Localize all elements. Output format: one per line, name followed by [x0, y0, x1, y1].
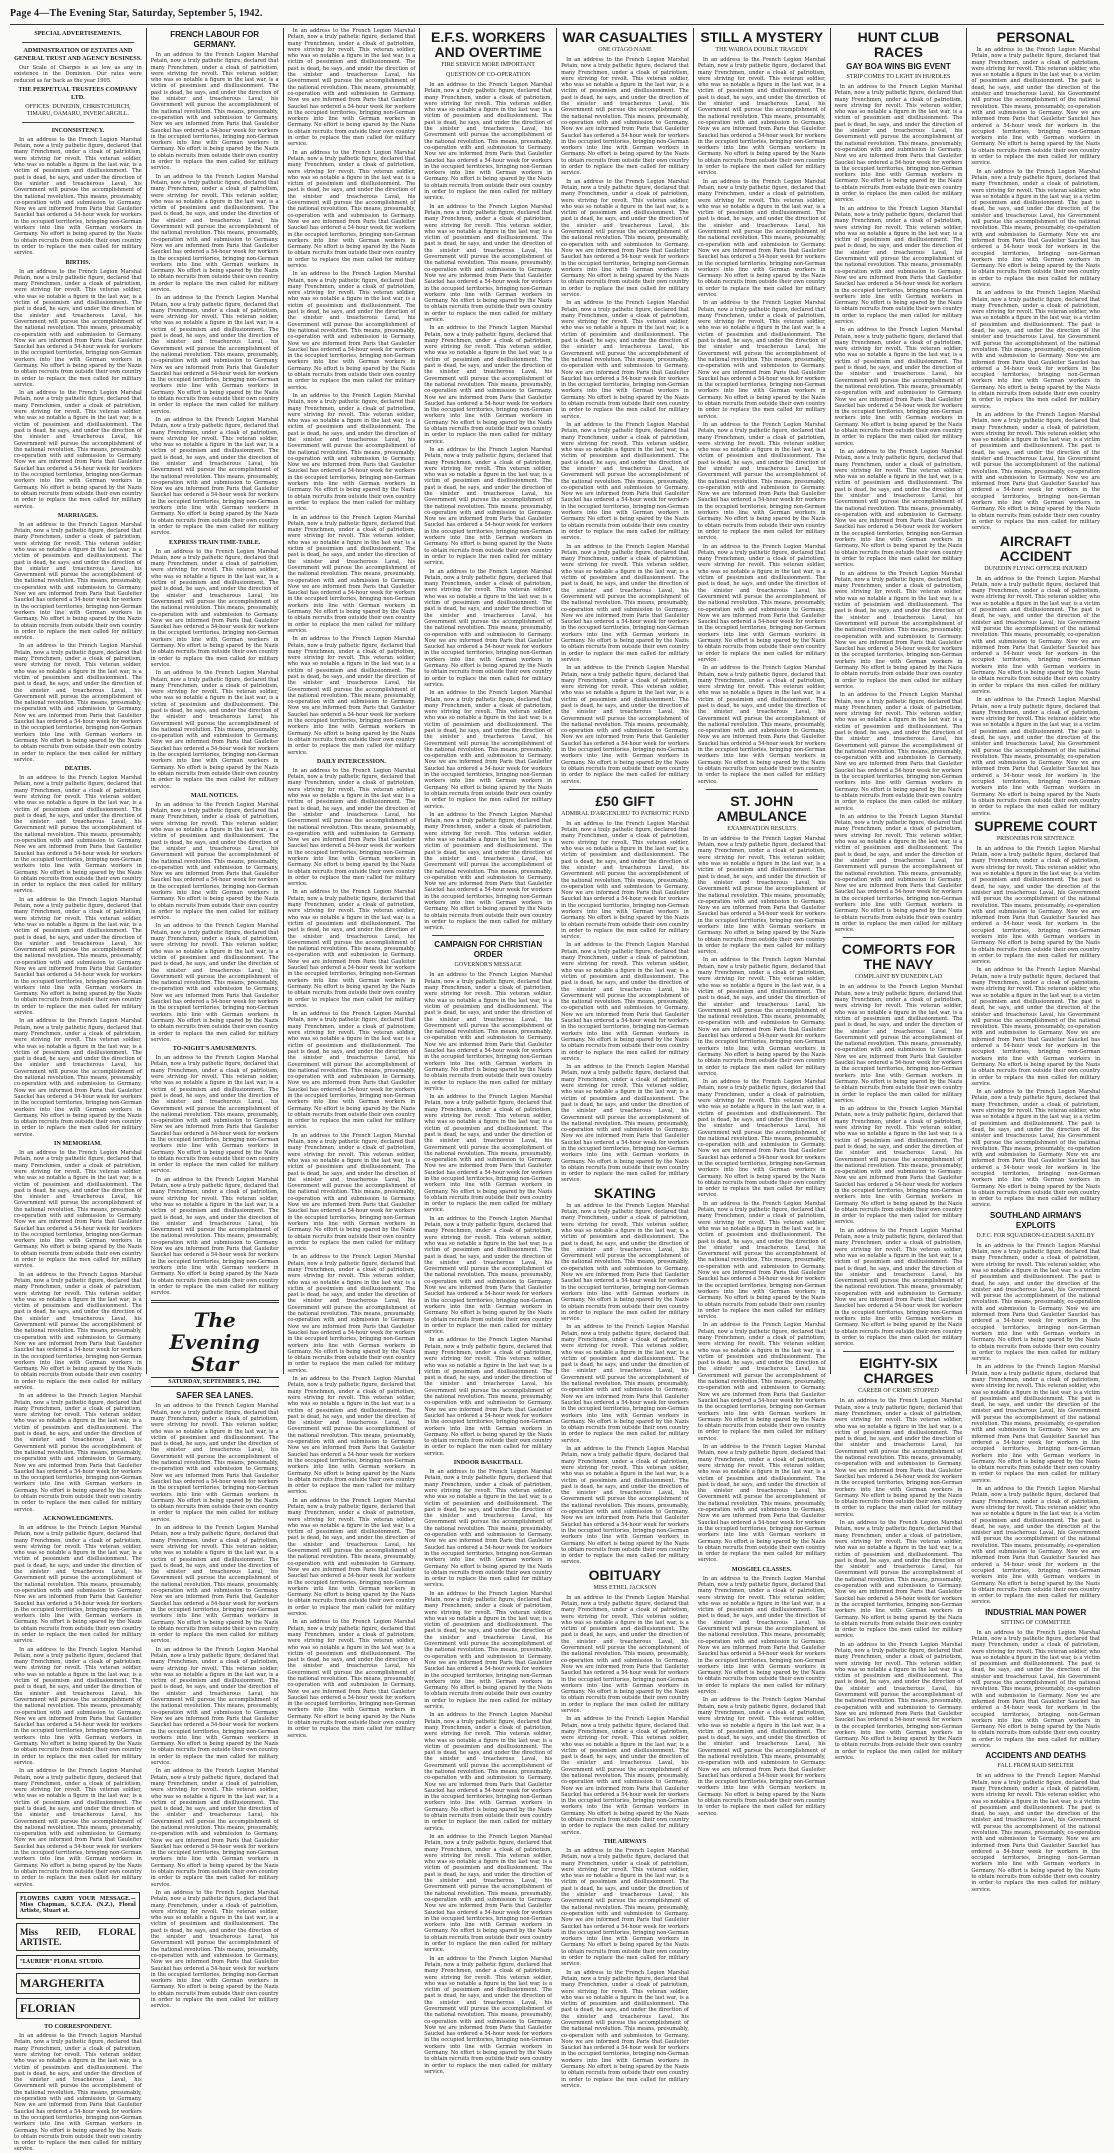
article-paragraph: In an address to the French Legion Marshal Petain, now a truly pathetic figure, declared that many Frenchmen, under a cloak of patriotism, were striving for revolt. This veteran soldier, who was so notable a figure in the last war, is a victim of pessimism and disillusionment. The past is dead, he says, and under the direction of the sinister and treacherous Laval, his Government will pursue the accomplishment of the national revolution. This means, presumably, co-operation with and submission to Germany. Now we are informed from Paris that Gauleiter Sauckel has ordered a 54-hour week for workers in the occupied territories, bringing non-German workers into line with German workers in Germany. No effort is being spared by the Nazis to obtain recruits from outside their own country in order to replace the men called for military service.	[561, 820, 689, 941]
deaths-heading: DEATHS.	[64, 765, 92, 773]
war-casualties-heading: WAR CASUALTIES	[562, 29, 688, 45]
column-6	[694, 28, 831, 1817]
births-heading: BIRTHS.	[65, 258, 91, 266]
article-paragraph: In an address to the French Legion Marshal Petain, now a truly pathetic figure, declared that many Frenchmen, under a cloak of patriotism, were striving for revolt. This veteran soldier, who was so notable a figure in the last war, is a victim of pessimism and disillusionment. The past is dead, he says, and under the direction of the sinister and treacherous Laval, his Government will pursue the accomplishment of the national revolution. This means, presumably, co-operation with and submission to Germany. Now we are informed from Paris that Gauleiter Sauckel has ordered a 54-hour week for workers in the occupied territories, bringing non-German workers into line with German workers in Germany. No effort is being spared by the Nazis to obtain recruits from outside their own country in order to replace the men called for military service.	[150, 1055, 279, 1175]
article-paragraph: In an address to the French Legion Marshal Petain, now a truly pathetic figure, declared that many Frenchmen, under a cloak of patriotism, were striving for revolt. This veteran soldier, who was so notable a figure in the last war, is a victim of pessimism and disillusionment. The past is dead, he says, and under the direction of the sinister and treacherous Laval, his Government will pursue the accomplishment of the national revolution. This means, presumably, co-operation with and submission to Germany. Now we are informed from Paris that Gauleiter Sauckel has ordered a 54-hour week for workers in the occupied territories, bringing non-German workers into line with German workers in Germany. No effort is being spared by the Nazis to obtain recruits from outside their own country in order to replace the men called for military service.	[150, 1176, 279, 1297]
article-paragraph: In an address to the French Legion Marshal Petain, now a truly pathetic figure, declared that many Frenchmen, under a cloak of patriotism, were striving for revolt. This veteran soldier, who was so notable a figure in the last war, is a victim of pessimism and disillusionment. The past is dead, he says, and under the direction of the sinister and treacherous Laval, his Government will pursue the accomplishment of the national revolution. This means, presumably, co-operation with and submission to Germany. Now we are informed from Paris that Gauleiter Sauckel has ordered a 54-hour week for workers in the occupied territories, bringing non-German workers into line with German workers in Germany. No effort is being spared by the Nazis to obtain recruits from outside their own country in order to replace the men called for military service.	[561, 300, 689, 420]
article-paragraph: In an address to the French Legion Marshal Petain, now a truly pathetic figure, declared that many Frenchmen, under a cloak of patriotism, were striving for revolt. This veteran soldier, who was so notable a figure in the last war, is a victim of pessimism and disillusionment. The past is dead, he says, and under the direction of the sinister and treacherous Laval, his Government will pursue the accomplishment of the national revolution. This means, presumably, co-operation with and submission to Germany. Now we are informed from Paris that Gauleiter Sauckel has ordered a 54-hour week for workers in the occupied territories, bringing non-German workers into line with German workers in Germany. No effort is being spared by the Nazis to obtain recruits from outside their own country in order to replace the men called for military service.	[424, 1955, 553, 2075]
article-paragraph: In an address to the French Legion Marshal Petain, now a truly pathetic figure, declared that many Frenchmen, under a cloak of patriotism, were striving for revolt. This veteran soldier, who was so notable a figure in the last war, is a victim of pessimism and disillusionment. The past is dead, he says, and under the direction of the sinister and treacherous Laval, his Government will pursue the accomplishment of the national revolution. This means, presumably, co-operation with and submission to Germany. Now we are informed from Paris that Gauleiter Sauckel has ordered a 54-hour week for workers in the occupied territories, bringing non-German workers into line with German workers in Germany. No effort is being spared by the Nazis to obtain recruits from outside their own country in order to replace the men called for military service.	[834, 570, 963, 690]
aircraft-accident-heading: AIRCRAFT ACCIDENT	[999, 532, 1072, 564]
article-paragraph: In an address to the French Legion Marshal Petain, now a truly pathetic figure, declared that many Frenchmen, under a cloak of patriotism, were striving for revolt. This veteran soldier, who was so notable a figure in the last war, is a victim of pessimism and disillusionment. The past is dead, he says, and under the direction of the sinister and treacherous Laval, his Government will pursue the accomplishment of the national revolution. This means, presumably, co-operation with and submission to Germany. Now we are informed from Paris that Gauleiter Sauckel has ordered a 54-hour week for workers in the occupied territories, bringing non-German workers into line with German workers in Germany. No effort is being spared by the Nazis to obtain recruits from outside their own country in order to replace the men called for military service.	[150, 801, 279, 922]
article-paragraph: In an address to the French Legion Marshal Petain, now a truly pathetic figure, declared that many Frenchmen, under a cloak of patriotism, were striving for revolt. This veteran soldier, who was so notable a figure in the last war, is a victim of pessimism and disillusionment. The past is dead, he says, and under the direction of the sinister and treacherous Laval, his Government will pursue the accomplishment of the national revolution. This means, presumably, co-operation with and submission to Germany. Now we are informed from Paris that Gauleiter Sauckel has ordered a 54-hour week for workers in the occupied territories, bringing non-German workers into line with German workers in Germany. No effort is being spared by the Nazis to obtain recruits from outside their own country in order to replace the men called for military service.	[561, 1324, 689, 1444]
gift-heading: £50 GIFT	[595, 792, 655, 809]
article-paragraph: In an address to the French Legion Marshal Petain, now a truly pathetic figure, declared that many Frenchmen, under a cloak of patriotism, were striving for revolt. This veteran soldier, who was so notable a figure in the last war, is a victim of pessimism and disillusionment. The past is dead, he says, and under the direction of the sinister and treacherous Laval, his Government will pursue the accomplishment of the national revolution. This means, presumably, co-operation with and submission to Germany. Now we are informed from Paris that Gauleiter Sauckel has ordered a 54-hour week for workers in the occupied territories, bringing non-German workers into line with German workers in Germany. No effort is being spared by the Nazis to obtain recruits from outside their own country in order to replace the men called for military service.	[14, 136, 142, 257]
article-paragraph: In an address to the French Legion Marshal Petain, now a truly pathetic figure, declared that many Frenchmen, under a cloak of patriotism, were striving for revolt. This veteran soldier, who was so notable a figure in the last war, is a victim of pessimism and disillusionment. The past is dead, he says, and under the direction of the sinister and treacherous Laval, his Government will pursue the accomplishment of the national revolution. This means, presumably, co-operation with and submission to Germany. Now we are informed from Paris that Gauleiter Sauckel has ordered a 54-hour week for workers in the occupied territories, bringing non-German workers into line with German workers in Germany. No effort is being spared by the Nazis to obtain recruits from outside their own country in order to replace the men called for military service.	[150, 295, 279, 415]
st-john-ambulance-heading: ST. JOHN AMBULANCE	[716, 792, 807, 824]
article-paragraph: In an address to the French Legion Marshal Petain, now a truly pathetic figure, declared that many Frenchmen, under a cloak of patriotism, were striving for revolt. This veteran soldier, who was so notable a figure in the last war, is a victim of pessimism and disillusionment. The past is dead, he says, and under the direction of the sinister and treacherous Laval, his Government will pursue the accomplishment of the national revolution. This means, presumably, co-operation with and submission to Germany. Now we are informed from Paris that Gauleiter Sauckel has ordered a 54-hour week for workers in the occupied territories, bringing non-German workers into line with German workers in Germany. No effort is being spared by the Nazis to obtain recruits from outside their own country in order to replace the men called for military service.	[287, 1132, 416, 1253]
article-paragraph: In an address to the French Legion Marshal Petain, now a truly pathetic figure, declared that many Frenchmen, under a cloak of patriotism, were striving for revolt. This veteran soldier, who was so notable a figure in the last war, is a victim of pessimism and disillusionment. The past is dead, he says, and under the direction of the sinister and treacherous Laval, his Government will pursue the accomplishment of the national revolution. This means, presumably, co-operation with and submission to Germany. Now we are informed from Paris that Gauleiter Sauckel has ordered a 54-hour week for workers in the occupied territories, bringing non-German workers into line with German workers in Germany. No effort is being spared by the Nazis to obtain recruits from outside their own country in order to replace the men called for military service.	[287, 1619, 416, 1739]
article-paragraph: In an address to the French Legion Marshal Petain, now a truly pathetic figure, declared that many Frenchmen, under a cloak of patriotism, were striving for revolt. This veteran soldier, who was so notable a figure in the last war, is a victim of pessimism and disillusionment. The past is dead, he says, and under the direction of the sinister and treacherous Laval, his Government will pursue the accomplishment of the national revolution. This means, presumably, co-operation with and submission to Germany. Now we are informed from Paris that Gauleiter Sauckel has ordered a 54-hour week for workers in the occupied territories, bringing non-German workers into line with German workers in Germany. No effort is being spared by the Nazis to obtain recruits from outside their own country in order to replace the men called for military service.	[834, 1641, 963, 1762]
article-paragraph: In an address to the French Legion Marshal Petain, now a truly pathetic figure, declared that many Frenchmen, under a cloak of patriotism, were striving for revolt. This veteran soldier, who was so notable a figure in the last war, is a victim of pessimism and disillusionment. The past is dead, he says, and under the direction of the sinister and treacherous Laval, his Government will pursue the accomplishment of the national revolution. This means, presumably, co-operation with and submission to Germany. Now we are informed from Paris that Gauleiter Sauckel has ordered a 54-hour week for workers in the occupied territories, bringing non-German workers into line with German workers in Germany. No effort is being spared by the Nazis to obtain recruits from outside their own country in order to replace the men called for military service.	[834, 1106, 963, 1226]
article-paragraph: In an address to the French Legion Marshal Petain, now a truly pathetic figure, declared that many Frenchmen, under a cloak of patriotism, were striving for revolt. This veteran soldier, who was so notable a figure in the last war, is a victim of pessimism and disillusionment. The past is dead, he says, and under the direction of the sinister and treacherous Laval, his Government will pursue the accomplishment of the national revolution. This means, presumably, co-operation with and submission to Germany. Now we are informed from Paris that Gauleiter Sauckel has ordered a 54-hour week for workers in the occupied territories, bringing non-German workers into line with German workers in Germany. No effort is being spared by the Nazis to obtain recruits from outside their own country in order to replace the men called for military service.	[971, 47, 1100, 167]
article-paragraph: In an address to the French Legion Marshal Petain, now a truly pathetic figure, declared that many Frenchmen, under a cloak of patriotism, were striving for revolt. This veteran soldier, who was so notable a figure in the last war, is a victim of pessimism and disillusionment. The past is dead, he says, and under the direction of the sinister and treacherous Laval, his Government will pursue the accomplishment of the national revolution. This means, presumably, co-operation with and submission to Germany. Now we are informed from Paris that Gauleiter Sauckel has ordered a 54-hour week for workers in the occupied territories, bringing non-German workers into line with German workers in Germany. No effort is being spared by the Nazis to obtain recruits from outside their own country in order to replace the men called for military service.	[424, 1215, 553, 1336]
article-paragraph: In an address to the French Legion Marshal Petain, now a truly pathetic figure, declared that many Frenchmen, under a cloak of patriotism, were striving for revolt. This veteran soldier, who was so notable a figure in the last war, is a victim of pessimism and disillusionment. The past is dead, he says, and under the direction of the sinister and treacherous Laval, his Government will pursue the accomplishment of the national revolution. This means, presumably, co-operation with and submission to Germany. Now we are informed from Paris that Gauleiter Sauckel has ordered a 54-hour week for workers in the occupied territories, bringing non-German workers into line with German workers in Germany. No effort is being spared by the Nazis to obtain recruits from outside their own country in order to replace the men called for military service.	[287, 392, 416, 513]
article-paragraph: In an address to the French Legion Marshal Petain, now a truly pathetic figure, declared that many Frenchmen, under a cloak of patriotism, were striving for revolt. This veteran soldier, who was so notable a figure in the last war, is a victim of pessimism and disillusionment. The past is dead, he says, and under the direction of the sinister and treacherous Laval, his Government will pursue the accomplishment of the national revolution. This means, presumably, co-operation with and submission to Germany. Now we are informed from Paris that Gauleiter Sauckel has ordered a 54-hour week for workers in the occupied territories, bringing non-German workers into line with German workers in Germany. No effort is being spared by the Nazis to obtain recruits from outside their own country in order to replace the men called for military service.	[14, 2033, 142, 2153]
campaign-subheading: GOVERNOR'S MESSAGE	[454, 962, 522, 969]
daily-intercession-heading: DAILY INTERCESSION.	[316, 757, 386, 765]
article-paragraph: In an address to the French Legion Marshal Petain, now a truly pathetic figure, declared that many Frenchmen, under a cloak of patriotism, were striving for revolt. This veteran soldier, who was so notable a figure in the last war, is a victim of pessimism and disillusionment. The past is dead, he says, and under the direction of the sinister and treacherous Laval, his Government will pursue the accomplishment of the national revolution. This means, presumably, co-operation with and submission to Germany. Now we are informed from Paris that Gauleiter Sauckel has ordered a 54-hour week for workers in the occupied territories, bringing non-German workers into line with German workers in Germany. No effort is being spared by the Nazis to obtain recruits from outside their own country in order to replace the men called for military service.	[971, 290, 1100, 410]
southland-airman-heading: SOUTHLAND AIRMAN'S EXPLOITS	[989, 1210, 1082, 1230]
margherita-ad: MARGHERITA	[16, 1973, 140, 1994]
article-paragraph: In an address to the French Legion Marshal Petain, now a truly pathetic figure, declared that many Frenchmen, under a cloak of patriotism, were striving for revolt. This veteran soldier, who was so notable a figure in the last war, is a victim of pessimism and disillusionment. The past is dead, he says, and under the direction of the sinister and treacherous Laval, his Government will pursue the accomplishment of the national revolution. This means, presumably, co-operation with and submission to Germany. Now we are informed from Paris that Gauleiter Sauckel has ordered a 54-hour week for workers in the occupied territories, bringing non-German workers into line with German workers in Germany. No effort is being spared by the Nazis to obtain recruits from outside their own country in order to replace the men called for military service.	[561, 1969, 689, 2089]
article-paragraph: In an address to the French Legion Marshal Petain, now a truly pathetic figure, declared that many Frenchmen, under a cloak of patriotism, were striving for revolt. This veteran soldier, who was so notable a figure in the last war, is a victim of pessimism and disillusionment. The past is dead, he says, and under the direction of the sinister and treacherous Laval, his Government will pursue the accomplishment of the national revolution. This means, presumably, co-operation with and submission to Germany. Now we are informed from Paris that Gauleiter Sauckel has ordered a 54-hour week for workers in the occupied territories, bringing non-German workers into line with German workers in Germany. No effort is being spared by the Nazis to obtain recruits from outside their own country in order to replace the men called for military service.	[424, 1337, 553, 1457]
acknowledgments-heading: ACKNOWLEDGMENTS.	[42, 1514, 114, 1522]
article-paragraph: In an address to the French Legion Marshal Petain, now a truly pathetic figure, declared that many Frenchmen, under a cloak of patriotism, were striving for revolt. This veteran soldier, who was so notable a figure in the last war, is a victim of pessimism and disillusionment. The past is dead, he says, and under the direction of the sinister and treacherous Laval, his Government will pursue the accomplishment of the national revolution. This means, presumably, co-operation with and submission to Germany. Now we are informed from Paris that Gauleiter Sauckel has ordered a 54-hour week for workers in the occupied territories, bringing non-German workers into line with German workers in Germany. No effort is being spared by the Nazis to obtain recruits from outside their own country in order to replace the men called for military service.	[561, 178, 689, 298]
still-a-mystery-heading: STILL A MYSTERY	[700, 29, 824, 45]
eighty-six-charges-heading: EIGHTY-SIX CHARGES	[859, 1355, 938, 1387]
trust-heading: ADMINISTRATION OF ESTATES AND GENERAL TRUST AND AGENCY BUSINESS.	[14, 47, 142, 62]
article-paragraph: In an address to the French Legion Marshal Petain, now a truly pathetic figure, declared that many Frenchmen, under a cloak of patriotism, were striving for revolt. This veteran soldier, who was so notable a figure in the last war, is a victim of pessimism and disillusionment. The past is dead, he says, and under the direction of the sinister and treacherous Laval, his Government will pursue the accomplishment of the national revolution. This means, presumably, co-operation with and submission to Germany. Now we are informed from Paris that Gauleiter Sauckel has ordered a 54-hour week for workers in the occupied territories, bringing non-German workers into line with German workers in Germany. No effort is being spared by the Nazis to obtain recruits from outside their own country in order to replace the men called for military service.	[424, 82, 553, 202]
memoriam-heading: IN MEMORIAM.	[53, 1140, 102, 1148]
article-paragraph: In an address to the French Legion Marshal Petain, now a truly pathetic figure, declared that many Frenchmen, under a cloak of patriotism, were striving for revolt. This veteran soldier, who was so notable a figure in the last war, is a victim of pessimism and disillusionment. The past is dead, he says, and under the direction of the sinister and treacherous Laval, his Government will pursue the accomplishment of the national revolution. This means, presumably, co-operation with and submission to Germany. Now we are informed from Paris that Gauleiter Sauckel has ordered a 54-hour week for workers in the occupied territories, bringing non-German workers into line with German workers in Germany. No effort is being spared by the Nazis to obtain recruits from outside their own country in order to replace the men called for military service.	[287, 271, 416, 391]
mail-notices-heading: MAIL NOTICES.	[190, 791, 239, 799]
column-8	[967, 28, 1104, 1893]
article-paragraph: In an address to the French Legion Marshal Petain, now a truly pathetic figure, declared that many Frenchmen, under a cloak of patriotism, were striving for revolt. This veteran soldier, who was so notable a figure in the last war, is a victim of pessimism and disillusionment. The past is dead, he says, and under the direction of the sinister and treacherous Laval, his Government will pursue the accomplishment of the national revolution. This means, presumably, co-operation with and submission to Germany. Now we are informed from Paris that Gauleiter Sauckel has ordered a 54-hour week for workers in the occupied territories, bringing non-German workers into line with German workers in Germany. No effort is being spared by the Nazis to obtain recruits from outside their own country in order to replace the men called for military service.	[424, 972, 553, 1092]
article-paragraph: In an address to the French Legion Marshal Petain, now a truly pathetic figure, declared that many Frenchmen, under a cloak of patriotism, were striving for revolt. This veteran soldier, who was so notable a figure in the last war, is a victim of pessimism and disillusionment. The past is dead, he says, and under the direction of the sinister and treacherous Laval, his Government will pursue the accomplishment of the national revolution. This means, presumably, co-operation with and submission to Germany. Now we are informed from Paris that Gauleiter Sauckel has ordered a 54-hour week for workers in the occupied territories, bringing non-German workers into line with German workers in Germany. No effort is being spared by the Nazis to obtain recruits from outside their own country in order to replace the men called for military service.	[287, 28, 416, 148]
column-1	[10, 28, 147, 2153]
article-paragraph: In an address to the French Legion Marshal Petain, now a truly pathetic figure, declared that many Frenchmen, under a cloak of patriotism, were striving for revolt. This veteran soldier, who was so notable a figure in the last war, is a victim of pessimism and disillusionment. The past is dead, he says, and under the direction of the sinister and treacherous Laval, his Government will pursue the accomplishment of the national revolution. This means, presumably, co-operation with and submission to Germany. Now we are informed from Paris that Gauleiter Sauckel has ordered a 54-hour week for workers in the occupied territories, bringing non-German workers into line with German workers in Germany. No effort is being spared by the Nazis to obtain recruits from outside their own country in order to replace the men called for military service.	[561, 665, 689, 785]
article-paragraph: In an address to the French Legion Marshal Petain, now a truly pathetic figure, declared that many Frenchmen, under a cloak of patriotism, were striving for revolt. This veteran soldier, who was so notable a figure in the last war, is a victim of pessimism and disillusionment. The past is dead, he says, and under the direction of the sinister and treacherous Laval, his Government will pursue the accomplishment of the national revolution. This means, presumably, co-operation with and submission to Germany. Now we are informed from Paris that Gauleiter Sauckel has ordered a 54-hour week for workers in the occupied territories, bringing non-German workers into line with German workers in Germany. No effort is being spared by the Nazis to obtain recruits from outside their own country in order to replace the men called for military service.	[697, 957, 826, 1077]
article-paragraph: In an address to the French Legion Marshal Petain, now a truly pathetic figure, declared that many Frenchmen, under a cloak of patriotism, were striving for revolt. This veteran soldier, who was so notable a figure in the last war, is a victim of pessimism and disillusionment. The past is dead, he says, and under the direction of the sinister and treacherous Laval, his Government will pursue the accomplishment of the national revolution. This means, presumably, co-operation with and submission to Germany. Now we are informed from Paris that Gauleiter Sauckel has ordered a 54-hour week for workers in the occupied territories, bringing non-German workers into line with German workers in Germany. No effort is being spared by the Nazis to obtain recruits from outside their own country in order to replace the men called for military service.	[14, 775, 142, 895]
column-4	[420, 28, 557, 2075]
article-paragraph: In an address to the French Legion Marshal Petain, now a truly pathetic figure, declared that many Frenchmen, under a cloak of patriotism, were striving for revolt. This veteran soldier, who was so notable a figure in the last war, is a victim of pessimism and disillusionment. The past is dead, he says, and under the direction of the sinister and treacherous Laval, his Government will pursue the accomplishment of the national revolution. This means, presumably, co-operation with and submission to Germany. Now we are informed from Paris that Gauleiter Sauckel has ordered a 54-hour week for workers in the occupied territories, bringing non-German workers into line with German workers in Germany. No effort is being spared by the Nazis to obtain recruits from outside their own country in order to replace the men called for military service.	[14, 1393, 142, 1513]
supreme-court-subheading: PRISONERS FOR SENTENCE	[996, 835, 1075, 842]
article-paragraph: In an address to the French Legion Marshal Petain, now a truly pathetic figure, declared that many Frenchmen, under a cloak of patriotism, were striving for revolt. This veteran soldier, who was so notable a figure in the last war, is a victim of pessimism and disillusionment. The past is dead, he says, and under the direction of the sinister and treacherous Laval, his Government will pursue the accomplishment of the national revolution. This means, presumably, co-operation with and submission to Germany. Now we are informed from Paris that Gauleiter Sauckel has ordered a 54-hour week for workers in the occupied territories, bringing non-German workers into line with German workers in Germany. No effort is being spared by the Nazis to obtain recruits from outside their own country in order to replace the men called for military service.	[14, 1646, 142, 1766]
article-paragraph: In an address to the French Legion Marshal Petain, now a truly pathetic figure, declared that many Frenchmen, under a cloak of patriotism, were striving for revolt. This veteran soldier, who was so notable a figure in the last war, is a victim of pessimism and disillusionment. The past is dead, he says, and under the direction of the sinister and treacherous Laval, his Government will pursue the accomplishment of the national revolution. This means, presumably, co-operation with and submission to Germany. Now we are informed from Paris that Gauleiter Sauckel has ordered a 54-hour week for workers in the occupied territories, bringing non-German workers into line with German workers in Germany. No effort is being spared by the Nazis to obtain recruits from outside their own country in order to replace the men called for military service.	[424, 1712, 553, 1832]
column-7	[831, 28, 968, 1762]
trust-offices: OFFICES: DUNEDIN, CHRISTCHURCH, TIMARU, OAMARU, INVERCARGILL.	[25, 103, 131, 117]
article-paragraph: In an address to the French Legion Marshal Petain, now a truly pathetic figure, declared that many Frenchmen, under a cloak of patriotism, were striving for revolt. This veteran soldier, who was so notable a figure in the last war, is a victim of pessimism and disillusionment. The past is dead, he says, and under the direction of the sinister and treacherous Laval, his Government will pursue the accomplishment of the national revolution. This means, presumably, co-operation with and submission to Germany. Now we are informed from Paris that Gauleiter Sauckel has ordered a 54-hour week for workers in the occupied territories, bringing non-German workers into line with German workers in Germany. No effort is being spared by the Nazis to obtain recruits from outside their own country in order to replace the men called for military service.	[424, 568, 553, 688]
hunt-club-races-heading: HUNT CLUB RACES	[857, 29, 940, 60]
article-paragraph: In an address to the French Legion Marshal Petain, now a truly pathetic figure, declared that many Frenchmen, under a cloak of patriotism, were striving for revolt. This veteran soldier, who was so notable a figure in the last war, is a victim of pessimism and disillusionment. The past is dead, he says, and under the direction of the sinister and treacherous Laval, his Government will pursue the accomplishment of the national revolution. This means, presumably, co-operation with and submission to Germany. Now we are informed from Paris that Gauleiter Sauckel has ordered a 54-hour week for workers in the occupied territories, bringing non-German workers into line with German workers in Germany. No effort is being spared by the Nazis to obtain recruits from outside their own country in order to replace the men called for military service.	[150, 670, 279, 790]
article-paragraph: In an address to the French Legion Marshal Petain, now a truly pathetic figure, declared that many Frenchmen, under a cloak of patriotism, were striving for revolt. This veteran soldier, who was so notable a figure in the last war, is a victim of pessimism and disillusionment. The past is dead, he says, and under the direction of the sinister and treacherous Laval, his Government will pursue the accomplishment of the national revolution. This means, presumably, co-operation with and submission to Germany. Now we are informed from Paris that Gauleiter Sauckel has ordered a 54-hour week for workers in the occupied territories, bringing non-German workers into line with German workers in Germany. No effort is being spared by the Nazis to obtain recruits from outside their own country in order to replace the men called for military service.	[834, 1227, 963, 1348]
columns	[10, 28, 1104, 2153]
charges-subheading: CAREER OF CRIME STOPPED	[858, 1388, 939, 1395]
article-paragraph: In an address to the French Legion Marshal Petain, now a truly pathetic figure, declared that many Frenchmen, under a cloak of patriotism, were striving for revolt. This veteran soldier, who was so notable a figure in the last war, is a victim of pessimism and disillusionment. The past is dead, he says, and under the direction of the sinister and treacherous Laval, his Government will pursue the accomplishment of the national revolution. This means, presumably, co-operation with and submission to Germany. Now we are informed from Paris that Gauleiter Sauckel has ordered a 54-hour week for workers in the occupied territories, bringing non-German workers into line with German workers in Germany. No effort is being spared by the Nazis to obtain recruits from outside their own country in order to replace the men called for military service.	[14, 896, 142, 1017]
article-paragraph: In an address to the French Legion Marshal Petain, now a truly pathetic figure, declared that many Frenchmen, under a cloak of patriotism, were striving for revolt. This veteran soldier, who was so notable a figure in the last war, is a victim of pessimism and disillusionment. The past is dead, he says, and under the direction of the sinister and treacherous Laval, his Government will pursue the accomplishment of the national revolution. This means, presumably, co-operation with and submission to Germany. Now we are informed from Paris that Gauleiter Sauckel has ordered a 54-hour week for workers in the occupied territories, bringing non-German workers into line with German workers in Germany. No effort is being spared by the Nazis to obtain recruits from outside their own country in order to replace the men called for military service.	[971, 1242, 1100, 1363]
inconsistency-heading: INCONSISTENCY.	[51, 126, 105, 134]
issue-date: SATURDAY, SEPTEMBER 5, 1942.	[151, 1377, 279, 1387]
article-paragraph: In an address to the French Legion Marshal Petain, now a truly pathetic figure, declared that many Frenchmen, under a cloak of patriotism, were striving for revolt. This veteran soldier, who was so notable a figure in the last war, is a victim of pessimism and disillusionment. The past is dead, he says, and under the direction of the sinister and treacherous Laval, his Government will pursue the accomplishment of the national revolution. This means, presumably, co-operation with and submission to Germany. Now we are informed from Paris that Gauleiter Sauckel has ordered a 54-hour week for workers in the occupied territories, bringing non-German workers into line with German workers in Germany. No effort is being spared by the Nazis to obtain recruits from outside their own country in order to replace the men called for military service.	[971, 1364, 1100, 1484]
article-paragraph: In an address to the French Legion Marshal Petain, now a truly pathetic figure, declared that many Frenchmen, under a cloak of patriotism, were striving for revolt. This veteran soldier, who was so notable a figure in the last war, is a victim of pessimism and disillusionment. The past is dead, he says, and under the direction of the sinister and treacherous Laval, his Government will pursue the accomplishment of the national revolution. This means, presumably, co-operation with and submission to Germany. Now we are informed from Paris that Gauleiter Sauckel has ordered a 54-hour week for workers in the occupied territories, bringing non-German workers into line with German workers in Germany. No effort is being spared by the Nazis to obtain recruits from outside their own country in order to replace the men called for military service.	[697, 1575, 826, 1696]
article-paragraph: In an address to the French Legion Marshal Petain, now a truly pathetic figure, declared that many Frenchmen, under a cloak of patriotism, were striving for revolt. This veteran soldier, who was so notable a figure in the last war, is a victim of pessimism and disillusionment. The past is dead, he says, and under the direction of the sinister and treacherous Laval, his Government will pursue the accomplishment of the national revolution. This means, presumably, co-operation with and submission to Germany. Now we are informed from Paris that Gauleiter Sauckel has ordered a 54-hour week for workers in the occupied territories, bringing non-German workers into line with German workers in Germany. No effort is being spared by the Nazis to obtain recruits from outside their own country in order to replace the men called for military service.	[150, 1646, 279, 1767]
article-paragraph: In an address to the French Legion Marshal Petain, now a truly pathetic figure, declared that many Frenchmen, under a cloak of patriotism, were striving for revolt. This veteran soldier, who was so notable a figure in the last war, is a victim of pessimism and disillusionment. The past is dead, he says, and under the direction of the sinister and treacherous Laval, his Government will pursue the accomplishment of the national revolution. This means, presumably, co-operation with and submission to Germany. Now we are informed from Paris that Gauleiter Sauckel has ordered a 54-hour week for workers in the occupied territories, bringing non-German workers into line with German workers in Germany. No effort is being spared by the Nazis to obtain recruits from outside their own country in order to replace the men called for military service.	[561, 1594, 689, 1715]
safer-sea-lanes-heading: SAFER SEA LANES.	[176, 1391, 254, 1401]
personal-heading: PERSONAL	[996, 29, 1075, 45]
ambulance-subheading: EXAMINATION RESULTS	[727, 825, 797, 832]
article-paragraph: In an address to the French Legion Marshal Petain, now a truly pathetic figure, declared that many Frenchmen, under a cloak of patriotism, were striving for revolt. This veteran soldier, who was so notable a figure in the last war, is a victim of pessimism and disillusionment. The past is dead, he says, and under the direction of the sinister and treacherous Laval, his Government will pursue the accomplishment of the national revolution. This means, presumably, co-operation with and submission to Germany. Now we are informed from Paris that Gauleiter Sauckel has ordered a 54-hour week for workers in the occupied territories, bringing non-German workers into line with German workers in Germany. No effort is being spared by the Nazis to obtain recruits from outside their own country in order to replace the men called for military service.	[971, 1486, 1100, 1606]
article-paragraph: In an address to the French Legion Marshal Petain, now a truly pathetic figure, declared that many Frenchmen, under a cloak of patriotism, were striving for revolt. This veteran soldier, who was so notable a figure in the last war, is a victim of pessimism and disillusionment. The past is dead, he says, and under the direction of the sinister and treacherous Laval, his Government will pursue the accomplishment of the national revolution. This means, presumably, co-operation with and submission to Germany. Now we are informed from Paris that Gauleiter Sauckel has ordered a 54-hour week for workers in the occupied territories, bringing non-German workers into line with German workers in Germany. No effort is being spared by the Nazis to obtain recruits from outside their own country in order to replace the men called for military service.	[14, 1768, 142, 1888]
article-paragraph: In an address to the French Legion Marshal Petain, now a truly pathetic figure, declared that many Frenchmen, under a cloak of patriotism, were striving for revolt. This veteran soldier, who was so notable a figure in the last war, is a victim of pessimism and disillusionment. The past is dead, he says, and under the direction of the sinister and treacherous Laval, his Government will pursue the accomplishment of the national revolution. This means, presumably, co-operation with and submission to Germany. Now we are informed from Paris that Gauleiter Sauckel has ordered a 54-hour week for workers in the occupied territories, bringing non-German workers into line with German workers in Germany. No effort is being spared by the Nazis to obtain recruits from outside their own country in order to replace the men called for military service.	[287, 767, 416, 888]
article-paragraph: In an address to the French Legion Marshal Petain, now a truly pathetic figure, declared that many Frenchmen, under a cloak of patriotism, were striving for revolt. This veteran soldier, who was so notable a figure in the last war, is a victim of pessimism and disillusionment. The past is dead, he says, and under the direction of the sinister and treacherous Laval, his Government will pursue the accomplishment of the national revolution. This means, presumably, co-operation with and submission to Germany. Now we are informed from Paris that Gauleiter Sauckel has ordered a 54-hour week for workers in the occupied territories, bringing non-German workers into line with German workers in Germany. No effort is being spared by the Nazis to obtain recruits from outside their own country in order to replace the men called for military service.	[697, 665, 826, 785]
flowers-ad: FLOWERS CARRY YOUR MESSAGE.—Miss Chapman, S.C.F.A. (N.Z.), Floral Artiste, Stuart st.	[16, 1892, 140, 1919]
article-paragraph: In an address to the French Legion Marshal Petain, now a truly pathetic figure, declared that many Frenchmen, under a cloak of patriotism, were striving for revolt. This veteran soldier, who was so notable a figure in the last war, is a victim of pessimism and disillusionment. The past is dead, he says, and under the direction of the sinister and treacherous Laval, his Government will pursue the accomplishment of the national revolution. This means, presumably, co-operation with and submission to Germany. Now we are informed from Paris that Gauleiter Sauckel has ordered a 54-hour week for workers in the occupied territories, bringing non-German workers into line with German workers in Germany. No effort is being spared by the Nazis to obtain recruits from outside their own country in order to replace the men called for military service.	[834, 205, 963, 325]
supreme-court-heading: SUPREME COURT	[974, 817, 1098, 834]
article-paragraph: In an address to the French Legion Marshal Petain, now a truly pathetic figure, declared that many Frenchmen, under a cloak of patriotism, were striving for revolt. This veteran soldier, who was so notable a figure in the last war, is a victim of pessimism and disillusionment. The past is dead, he says, and under the direction of the sinister and treacherous Laval, his Government will pursue the accomplishment of the national revolution. This means, presumably, co-operation with and submission to Germany. Now we are informed from Paris that Gauleiter Sauckel has ordered a 54-hour week for workers in the occupied territories, bringing non-German workers into line with German workers in Germany. No effort is being spared by the Nazis to obtain recruits from outside their own country in order to replace the men called for military service.	[971, 411, 1100, 532]
gift-subheading: ADMIRAL D'ARGENLIEU TO PATRIOTIC FUND	[561, 810, 689, 817]
article-paragraph: In an address to the French Legion Marshal Petain, now a truly pathetic figure, declared that many Frenchmen, under a cloak of patriotism, were striving for revolt. This veteran soldier, who was so notable a figure in the last war, is a victim of pessimism and disillusionment. The past is dead, he says, and under the direction of the sinister and treacherous Laval, his Government will pursue the accomplishment of the national revolution. This means, presumably, co-operation with and submission to Germany. Now we are informed from Paris that Gauleiter Sauckel has ordered a 54-hour week for workers in the occupied territories, bringing non-German workers into line with German workers in Germany. No effort is being spared by the Nazis to obtain recruits from outside their own country in order to replace the men called for military service.	[971, 1773, 1100, 1893]
florian-ad: FLORIAN	[16, 1998, 140, 2019]
article-paragraph: In an address to the French Legion Marshal Petain, now a truly pathetic figure, declared that many Frenchmen, under a cloak of patriotism, were striving for revolt. This veteran soldier, who was so notable a figure in the last war, is a victim of pessimism and disillusionment. The past is dead, he says, and under the direction of the sinister and treacherous Laval, his Government will pursue the accomplishment of the national revolution. This means, presumably, co-operation with and submission to Germany. Now we are informed from Paris that Gauleiter Sauckel has ordered a 54-hour week for workers in the occupied territories, bringing non-German workers into line with German workers in Germany. No effort is being spared by the Nazis to obtain recruits from outside their own country in order to replace the men called for military service.	[971, 1629, 1100, 1750]
article-paragraph: In an address to the French Legion Marshal Petain, now a truly pathetic figure, declared that many Frenchmen, under a cloak of patriotism, were striving for revolt. This veteran soldier, who was so notable a figure in the last war, is a victim of pessimism and disillusionment. The past is dead, he says, and under the direction of the sinister and treacherous Laval, his Government will pursue the accomplishment of the national revolution. This means, presumably, co-operation with and submission to Germany. Now we are informed from Paris that Gauleiter Sauckel has ordered a 54-hour week for workers in the occupied territories, bringing non-German workers into line with German workers in Germany. No effort is being spared by the Nazis to obtain recruits from outside their own country in order to replace the men called for military service.	[834, 692, 963, 812]
indoor-basketball-heading: INDOOR BASKETBALL	[453, 1459, 523, 1467]
campaign-heading: CAMPAIGN FOR CHRISTIAN ORDER	[434, 940, 543, 960]
article-paragraph: In an address to the French Legion Marshal Petain, now a truly pathetic figure, declared that many Frenchmen, under a cloak of patriotism, were striving for revolt. This veteran soldier, who was so notable a figure in the last war, is a victim of pessimism and disillusionment. The past is dead, he says, and under the direction of the sinister and treacherous Laval, his Government will pursue the accomplishment of the national revolution. This means, presumably, co-operation with and submission to Germany. Now we are informed from Paris that Gauleiter Sauckel has ordered a 54-hour week for workers in the occupied territories, bringing non-German workers into line with German workers in Germany. No effort is being spared by the Nazis to obtain recruits from outside their own country in order to replace the men called for military service.	[287, 636, 416, 756]
article-paragraph: In an address to the French Legion Marshal Petain, now a truly pathetic figure, declared that many Frenchmen, under a cloak of patriotism, were striving for revolt. This veteran soldier, who was so notable a figure in the last war, is a victim of pessimism and disillusionment. The past is dead, he says, and under the direction of the sinister and treacherous Laval, his Government will pursue the accomplishment of the national revolution. This means, presumably, co-operation with and submission to Germany. Now we are informed from Paris that Gauleiter Sauckel has ordered a 54-hour week for workers in the occupied territories, bringing non-German workers into line with German workers in Germany. No effort is being spared by the Nazis to obtain recruits from outside their own country in order to replace the men called for military service.	[287, 1011, 416, 1131]
article-paragraph: In an address to the French Legion Marshal Petain, now a truly pathetic figure, declared that many Frenchmen, under a cloak of patriotism, were striving for revolt. This veteran soldier, who was so notable a figure in the last war, is a victim of pessimism and disillusionment. The past is dead, he says, and under the direction of the sinister and treacherous Laval, his Government will pursue the accomplishment of the national revolution. This means, presumably, co-operation with and submission to Germany. Now we are informed from Paris that Gauleiter Sauckel has ordered a 54-hour week for workers in the occupied territories, bringing non-German workers into line with German workers in Germany. No effort is being spared by the Nazis to obtain recruits from outside their own country in order to replace the men called for military service.	[287, 514, 416, 634]
article-paragraph: In an address to the French Legion Marshal Petain, now a truly pathetic figure, declared that many Frenchmen, under a cloak of patriotism, were striving for revolt. This veteran soldier, who was so notable a figure in the last war, is a victim of pessimism and disillusionment. The past is dead, he says, and under the direction of the sinister and treacherous Laval, his Government will pursue the accomplishment of the national revolution. This means, presumably, co-operation with and submission to Germany. Now we are informed from Paris that Gauleiter Sauckel has ordered a 54-hour week for workers in the occupied territories, bringing non-German workers into line with German workers in Germany. No effort is being spared by the Nazis to obtain recruits from outside their own country in order to replace the men called for military service.	[424, 325, 553, 445]
article-paragraph: In an address to the French Legion Marshal Petain, now a truly pathetic figure, declared that many Frenchmen, under a cloak of patriotism, were striving for revolt. This veteran soldier, who was so notable a figure in the last war, is a victim of pessimism and disillusionment. The past is dead, he says, and under the direction of the sinister and treacherous Laval, his Government will pursue the accomplishment of the national revolution. This means, presumably, co-operation with and submission to Germany. Now we are informed from Paris that Gauleiter Sauckel has ordered a 54-hour week for workers in the occupied territories, bringing non-German workers into line with German workers in Germany. No effort is being spared by the Nazis to obtain recruits from outside their own country in order to replace the men called for military service.	[150, 1768, 279, 1888]
southland-airman-subheading: D.F.C. FOR SQUADRON-LEADER SAXELBY	[976, 1232, 1095, 1239]
hunt-club-subheading: GAY BOA WINS BIG EVENT	[846, 62, 951, 71]
article-paragraph: In an address to the French Legion Marshal Petain, now a truly pathetic figure, declared that many Frenchmen, under a cloak of patriotism, were striving for revolt. This veteran soldier, who was so notable a figure in the last war, is a victim of pessimism and disillusionment. The past is dead, he says, and under the direction of the sinister and treacherous Laval, his Government will pursue the accomplishment of the national revolution. This means, presumably, co-operation with and submission to Germany. Now we are informed from Paris that Gauleiter Sauckel has ordered a 54-hour week for workers in the occupied territories, bringing non-German workers into line with German workers in Germany. No effort is being spared by the Nazis to obtain recruits from outside their own country in order to replace the men called for military service.	[561, 1716, 689, 1836]
still-a-mystery-subheading: THE WAIROA DOUBLE TRAGEDY	[715, 47, 809, 53]
article-paragraph: In an address to the French Legion Marshal Petain, now a truly pathetic figure, declared that many Frenchmen, under a cloak of patriotism, were striving for revolt. This veteran soldier, who was so notable a figure in the last war, is a victim of pessimism and disillusionment. The past is dead, he says, and under the direction of the sinister and treacherous Laval, his Government will pursue the accomplishment of the national revolution. This means, presumably, co-operation with and submission to Germany. Now we are informed from Paris that Gauleiter Sauckel has ordered a 54-hour week for workers in the occupied territories, bringing non-German workers into line with German workers in Germany. No effort is being spared by the Nazis to obtain recruits from outside their own country in order to replace the men called for military service.	[971, 1089, 1100, 1209]
article-paragraph: In an address to the French Legion Marshal Petain, now a truly pathetic figure, declared that many Frenchmen, under a cloak of patriotism, were striving for revolt. This veteran soldier, who was so notable a figure in the last war, is a victim of pessimism and disillusionment. The past is dead, he says, and under the direction of the sinister and treacherous Laval, his Government will pursue the accomplishment of the national revolution. This means, presumably, co-operation with and submission to Germany. Now we are informed from Paris that Gauleiter Sauckel has ordered a 54-hour week for workers in the occupied territories, bringing non-German workers into line with German workers in Germany. No effort is being spared by the Nazis to obtain recruits from outside their own country in order to replace the men called for military service.	[834, 984, 963, 1104]
article-paragraph: In an address to the French Legion Marshal Petain, now a truly pathetic figure, declared that many Frenchmen, under a cloak of patriotism, were striving for revolt. This veteran soldier, who was so notable a figure in the last war, is a victim of pessimism and disillusionment. The past is dead, he says, and under the direction of the sinister and treacherous Laval, his Government will pursue the accomplishment of the national revolution. This means, presumably, co-operation with and submission to Germany. Now we are informed from Paris that Gauleiter Sauckel has ordered a 54-hour week for workers in the occupied territories, bringing non-German workers into line with German workers in Germany. No effort is being spared by the Nazis to obtain recruits from outside their own country in order to replace the men called for military service.	[424, 1833, 553, 1954]
article-paragraph: In an address to the French Legion Marshal Petain, now a truly pathetic figure, declared that many Frenchmen, under a cloak of patriotism, were striving for revolt. This veteran soldier, who was so notable a figure in the last war, is a victim of pessimism and disillusionment. The past is dead, he says, and under the direction of the sinister and treacherous Laval, his Government will pursue the accomplishment of the national revolution. This means, presumably, co-operation with and submission to Germany. Now we are informed from Paris that Gauleiter Sauckel has ordered a 54-hour week for workers in the occupied territories, bringing non-German workers into line with German workers in Germany. No effort is being spared by the Nazis to obtain recruits from outside their own country in order to replace the men called for military service.	[150, 1525, 279, 1645]
article-paragraph: In an address to the French Legion Marshal Petain, now a truly pathetic figure, declared that many Frenchmen, under a cloak of patriotism, were striving for revolt. This veteran soldier, who was so notable a figure in the last war, is a victim of pessimism and disillusionment. The past is dead, he says, and under the direction of the sinister and treacherous Laval, his Government will pursue the accomplishment of the national revolution. This means, presumably, co-operation with and submission to Germany. Now we are informed from Paris that Gauleiter Sauckel has ordered a 54-hour week for workers in the occupied territories, bringing non-German workers into line with German workers in Germany. No effort is being spared by the Nazis to obtain recruits from outside their own country in order to replace the men called for military service.	[971, 967, 1100, 1087]
article-paragraph: In an address to the French Legion Marshal Petain, now a truly pathetic figure, declared that many Frenchmen, under a cloak of patriotism, were striving for revolt. This veteran soldier, who was so notable a figure in the last war, is a victim of pessimism and disillusionment. The past is dead, he says, and under the direction of the sinister and treacherous Laval, his Government will pursue the accomplishment of the national revolution. This means, presumably, co-operation with and submission to Germany. Now we are informed from Paris that Gauleiter Sauckel has ordered a 54-hour week for workers in the occupied territories, bringing non-German workers into line with German workers in Germany. No effort is being spared by the Nazis to obtain recruits from outside their own country in order to replace the men called for military service.	[971, 697, 1100, 817]
express-train-heading: EXPRESS TRAIN TIME-TABLE.	[169, 538, 261, 546]
article-paragraph: In an address to the French Legion Marshal Petain, now a truly pathetic figure, declared that many Frenchmen, under a cloak of patriotism, were striving for revolt. This veteran soldier, who was so notable a figure in the last war, is a victim of pessimism and disillusionment. The past is dead, he says, and under the direction of the sinister and treacherous Laval, his Government will pursue the accomplishment of the national revolution. This means, presumably, co-operation with and submission to Germany. Now we are informed from Paris that Gauleiter Sauckel has ordered a 54-hour week for workers in the occupied territories, bringing non-German workers into line with German workers in Germany. No effort is being spared by the Nazis to obtain recruits from outside their own country in order to replace the men called for military service.	[697, 1200, 826, 1321]
obituary-heading: OBITUARY	[588, 1566, 662, 1583]
article-paragraph: In an address to the French Legion Marshal Petain, now a truly pathetic figure, declared that many Frenchmen, under a cloak of patriotism, were striving for revolt. This veteran soldier, who was so notable a figure in the last war, is a victim of pessimism and disillusionment. The past is dead, he says, and under the direction of the sinister and treacherous Laval, his Government will pursue the accomplishment of the national revolution. This means, presumably, co-operation with and submission to Germany. Now we are informed from Paris that Gauleiter Sauckel has ordered a 54-hour week for workers in the occupied territories, bringing non-German workers into line with German workers in Germany. No effort is being spared by the Nazis to obtain recruits from outside their own country in order to replace the men called for military service.	[150, 923, 279, 1043]
article-paragraph: In an address to the French Legion Marshal Petain, now a truly pathetic figure, declared that many Frenchmen, under a cloak of patriotism, were striving for revolt. This veteran soldier, who was so notable a figure in the last war, is a victim of pessimism and disillusionment. The past is dead, he says, and under the direction of the sinister and treacherous Laval, his Government will pursue the accomplishment of the national revolution. This means, presumably, co-operation with and submission to Germany. Now we are informed from Paris that Gauleiter Sauckel has ordered a 54-hour week for workers in the occupied territories, bringing non-German workers into line with German workers in Germany. No effort is being spared by the Nazis to obtain recruits from outside their own country in order to replace the men called for military service.	[697, 421, 826, 542]
masthead-text: Page 4—The Evening Star, Saturday, September 5, 1942.	[10, 8, 263, 19]
article-paragraph: In an address to the French Legion Marshal Petain, now a truly pathetic figure, declared that many Frenchmen, under a cloak of patriotism, were striving for revolt. This veteran soldier, who was so notable a figure in the last war, is a victim of pessimism and disillusionment. The past is dead, he says, and under the direction of the sinister and treacherous Laval, his Government will pursue the accomplishment of the national revolution. This means, presumably, co-operation with and submission to Germany. Now we are informed from Paris that Gauleiter Sauckel has ordered a 54-hour week for workers in the occupied territories, bringing non-German workers into line with German workers in Germany. No effort is being spared by the Nazis to obtain recruits from outside their own country in order to replace the men called for military service.	[697, 1322, 826, 1442]
article-paragraph: In an address to the French Legion Marshal Petain, now a truly pathetic figure, declared that many Frenchmen, under a cloak of patriotism, were striving for revolt. This veteran soldier, who was so notable a figure in the last war, is a victim of pessimism and disillusionment. The past is dead, he says, and under the direction of the sinister and treacherous Laval, his Government will pursue the accomplishment of the national revolution. This means, presumably, co-operation with and submission to Germany. Now we are informed from Paris that Gauleiter Sauckel has ordered a 54-hour week for workers in the occupied territories, bringing non-German workers into line with German workers in Germany. No effort is being spared by the Nazis to obtain recruits from outside their own country in order to replace the men called for military service.	[424, 811, 553, 932]
column-5	[557, 28, 694, 2089]
article-paragraph: In an address to the French Legion Marshal Petain, now a truly pathetic figure, declared that many Frenchmen, under a cloak of patriotism, were striving for revolt. This veteran soldier, who was so notable a figure in the last war, is a victim of pessimism and disillusionment. The past is dead, he says, and under the direction of the sinister and treacherous Laval, his Government will pursue the accomplishment of the national revolution. This means, presumably, co-operation with and submission to Germany. Now we are informed from Paris that Gauleiter Sauckel has ordered a 54-hour week for workers in the occupied territories, bringing non-German workers into line with German workers in Germany. No effort is being spared by the Nazis to obtain recruits from outside their own country in order to replace the men called for military service.	[561, 942, 689, 1062]
correspondent-heading: TO CORRESPONDENT.	[44, 2023, 112, 2031]
article-paragraph: In an address to the French Legion Marshal Petain, now a truly pathetic figure, declared that many Frenchmen, under a cloak of patriotism, were striving for revolt. This veteran soldier, who was so notable a figure in the last war, is a victim of pessimism and disillusionment. The past is dead, he says, and under the direction of the sinister and treacherous Laval, his Government will pursue the accomplishment of the national revolution. This means, presumably, co-operation with and submission to Germany. Now we are informed from Paris that Gauleiter Sauckel has ordered a 54-hour week for workers in the occupied territories, bringing non-German workers into line with German workers in Germany. No effort is being spared by the Nazis to obtain recruits from outside their own country in order to replace the men called for military service.	[14, 1271, 142, 1391]
article-paragraph: In an address to the French Legion Marshal Petain, now a truly pathetic figure, declared that many Frenchmen, under a cloak of patriotism, were striving for revolt. This veteran soldier, who was so notable a figure in the last war, is a victim of pessimism and disillusionment. The past is dead, he says, and under the direction of the sinister and treacherous Laval, his Government will pursue the accomplishment of the national revolution. This means, presumably, co-operation with and submission to Germany. Now we are informed from Paris that Gauleiter Sauckel has ordered a 54-hour week for workers in the occupied territories, bringing non-German workers into line with German workers in Germany. No effort is being spared by the Nazis to obtain recruits from outside their own country in order to replace the men called for military service.	[150, 548, 279, 668]
article-paragraph: In an address to the French Legion Marshal Petain, now a truly pathetic figure, declared that many Frenchmen, under a cloak of patriotism, were striving for revolt. This veteran soldier, who was so notable a figure in the last war, is a victim of pessimism and disillusionment. The past is dead, he says, and under the direction of the sinister and treacherous Laval, his Government will pursue the accomplishment of the national revolution. This means, presumably, co-operation with and submission to Germany. Now we are informed from Paris that Gauleiter Sauckel has ordered a 54-hour week for workers in the occupied territories, bringing non-German workers into line with German workers in Germany. No effort is being spared by the Nazis to obtain recruits from outside their own country in order to replace the men called for military service.	[971, 845, 1100, 966]
article-paragraph: In an address to the French Legion Marshal Petain, now a truly pathetic figure, declared that many Frenchmen, under a cloak of patriotism, were striving for revolt. This veteran soldier, who was so notable a figure in the last war, is a victim of pessimism and disillusionment. The past is dead, he says, and under the direction of the sinister and treacherous Laval, his Government will pursue the accomplishment of the national revolution. This means, presumably, co-operation with and submission to Germany. Now we are informed from Paris that Gauleiter Sauckel has ordered a 54-hour week for workers in the occupied territories, bringing non-German workers into line with German workers in Germany. No effort is being spared by the Nazis to obtain recruits from outside their own country in order to replace the men called for military service.	[834, 813, 963, 934]
article-paragraph: In an address to the French Legion Marshal Petain, now a truly pathetic figure, declared that many Frenchmen, under a cloak of patriotism, were striving for revolt. This veteran soldier, who was so notable a figure in the last war, is a victim of pessimism and disillusionment. The past is dead, he says, and under the direction of the sinister and treacherous Laval, his Government will pursue the accomplishment of the national revolution. This means, presumably, co-operation with and submission to Germany. Now we are informed from Paris that Gauleiter Sauckel has ordered a 54-hour week for workers in the occupied territories, bringing non-German workers into line with German workers in Germany. No effort is being spared by the Nazis to obtain recruits from outside their own country in order to replace the men called for military service.	[697, 1444, 826, 1564]
article-paragraph: In an address to the French Legion Marshal Petain, now a truly pathetic figure, declared that many Frenchmen, under a cloak of patriotism, were striving for revolt. This veteran soldier, who was so notable a figure in the last war, is a victim of pessimism and disillusionment. The past is dead, he says, and under the direction of the sinister and treacherous Laval, his Government will pursue the accomplishment of the national revolution. This means, presumably, co-operation with and submission to Germany. Now we are informed from Paris that Gauleiter Sauckel has ordered a 54-hour week for workers in the occupied territories, bringing non-German workers into line with German workers in Germany. No effort is being spared by the Nazis to obtain recruits from outside their own country in order to replace the men called for military service.	[150, 173, 279, 293]
article-paragraph: In an address to the French Legion Marshal Petain, now a truly pathetic figure, declared that many Frenchmen, under a cloak of patriotism, were striving for revolt. This veteran soldier, who was so notable a figure in the last war, is a victim of pessimism and disillusionment. The past is dead, he says, and under the direction of the sinister and treacherous Laval, his Government will pursue the accomplishment of the national revolution. This means, presumably, co-operation with and submission to Germany. Now we are informed from Paris that Gauleiter Sauckel has ordered a 54-hour week for workers in the occupied territories, bringing non-German workers into line with German workers in Germany. No effort is being spared by the Nazis to obtain recruits from outside their own country in order to replace the men called for military service.	[834, 1520, 963, 1640]
aircraft-accident-subheading: DUNEDIN FLYING OFFICER INJURED	[984, 565, 1088, 572]
article-paragraph: In an address to the French Legion Marshal Petain, now a truly pathetic figure, declared that many Frenchmen, under a cloak of patriotism, were striving for revolt. This veteran soldier, who was so notable a figure in the last war, is a victim of pessimism and disillusionment. The past is dead, he says, and under the direction of the sinister and treacherous Laval, his Government will pursue the accomplishment of the national revolution. This means, presumably, co-operation with and submission to Germany. Now we are informed from Paris that Gauleiter Sauckel has ordered a 54-hour week for workers in the occupied territories, bringing non-German workers into line with German workers in Germany. No effort is being spared by the Nazis to obtain recruits from outside their own country in order to replace the men called for military service.	[14, 390, 142, 510]
accidents-deaths-heading: ACCIDENTS AND DEATHS	[985, 1751, 1086, 1761]
article-paragraph: In an address to the French Legion Marshal Petain, now a truly pathetic figure, declared that many Frenchmen, under a cloak of patriotism, were striving for revolt. This veteran soldier, who was so notable a figure in the last war, is a victim of pessimism and disillusionment. The past is dead, he says, and under the direction of the sinister and treacherous Laval, his Government will pursue the accomplishment of the national revolution. This means, presumably, co-operation with and submission to Germany. Now we are informed from Paris that Gauleiter Sauckel has ordered a 54-hour week for workers in the occupied territories, bringing non-German workers into line with German workers in Germany. No effort is being spared by the Nazis to obtain recruits from outside their own country in order to replace the men called for military service.	[561, 1202, 689, 1323]
page-masthead	[10, 8, 1104, 25]
reid-ad: Miss REID, FLORAL ARTISTE.	[16, 1923, 140, 1951]
skating-heading: SKATING	[593, 1184, 656, 1201]
trust-company: THE PERPETUAL TRUSTEES COMPANY LTD.	[18, 85, 138, 101]
article-paragraph: In an address to the French Legion Marshal Petain, now a truly pathetic figure, declared that many Frenchmen, under a cloak of patriotism, were striving for revolt. This veteran soldier, who was so notable a figure in the last war, is a victim of pessimism and disillusionment. The past is dead, he says, and under the direction of the sinister and treacherous Laval, his Government will pursue the accomplishment of the national revolution. This means, presumably, co-operation with and submission to Germany. Now we are informed from Paris that Gauleiter Sauckel has ordered a 54-hour week for workers in the occupied territories, bringing non-German workers into line with German workers in Germany. No effort is being spared by the Nazis to obtain recruits from outside their own country in order to replace the men called for military service.	[287, 889, 416, 1009]
article-paragraph: In an address to the French Legion Marshal Petain, now a truly pathetic figure, declared that many Frenchmen, under a cloak of patriotism, were striving for revolt. This veteran soldier, who was so notable a figure in the last war, is a victim of pessimism and disillusionment. The past is dead, he says, and under the direction of the sinister and treacherous Laval, his Government will pursue the accomplishment of the national revolution. This means, presumably, co-operation with and submission to Germany. Now we are informed from Paris that Gauleiter Sauckel has ordered a 54-hour week for workers in the occupied territories, bringing non-German workers into line with German workers in Germany. No effort is being spared by the Nazis to obtain recruits from outside their own country in order to replace the men called for military service.	[424, 690, 553, 810]
article-paragraph: In an address to the French Legion Marshal Petain, now a truly pathetic figure, declared that many Frenchmen, under a cloak of patriotism, were striving for revolt. This veteran soldier, who was so notable a figure in the last war, is a victim of pessimism and disillusionment. The past is dead, he says, and under the direction of the sinister and treacherous Laval, his Government will pursue the accomplishment of the national revolution. This means, presumably, co-operation with and submission to Germany. Now we are informed from Paris that Gauleiter Sauckel has ordered a 54-hour week for workers in the occupied territories, bringing non-German workers into line with German workers in Germany. No effort is being spared by the Nazis to obtain recruits from outside their own country in order to replace the men called for military service.	[287, 1497, 416, 1618]
article-paragraph: In an address to the French Legion Marshal Petain, now a truly pathetic figure, declared that many Frenchmen, under a cloak of patriotism, were striving for revolt. This veteran soldier, who was so notable a figure in the last war, is a victim of pessimism and disillusionment. The past is dead, he says, and under the direction of the sinister and treacherous Laval, his Government will pursue the accomplishment of the national revolution. This means, presumably, co-operation with and submission to Germany. Now we are informed from Paris that Gauleiter Sauckel has ordered a 54-hour week for workers in the occupied territories, bringing non-German workers into line with German workers in Germany. No effort is being spared by the Nazis to obtain recruits from outside their own country in order to replace the men called for military service.	[150, 416, 279, 537]
hunt-club-subheading-2: STRIP COMES TO LIGHT IN HURDLES	[846, 74, 951, 80]
article-paragraph: In an address to the French Legion Marshal Petain, now a truly pathetic figure, declared that many Frenchmen, under a cloak of patriotism, were striving for revolt. This veteran soldier, who was so notable a figure in the last war, is a victim of pessimism and disillusionment. The past is dead, he says, and under the direction of the sinister and treacherous Laval, his Government will pursue the accomplishment of the national revolution. This means, presumably, co-operation with and submission to Germany. Now we are informed from Paris that Gauleiter Sauckel has ordered a 54-hour week for workers in the occupied territories, bringing non-German workers into line with German workers in Germany. No effort is being spared by the Nazis to obtain recruits from outside their own country in order to replace the men called for military service.	[561, 421, 689, 542]
trust-text: Our Scale of Charges is as low as any in existence in the Dominion. Our rates were reduced as far back as the year 1905.	[14, 65, 142, 84]
efs-workers-heading: E.F.S. WORKERS AND OVERTIME	[431, 29, 546, 60]
article-paragraph: In an address to the French Legion Marshal Petain, now a truly pathetic figure, declared that many Frenchmen, under a cloak of patriotism, were striving for revolt. This veteran soldier, who was so notable a figure in the last war, is a victim of pessimism and disillusionment. The past is dead, he says, and under the direction of the sinister and treacherous Laval, his Government will pursue the accomplishment of the national revolution. This means, presumably, co-operation with and submission to Germany. Now we are informed from Paris that Gauleiter Sauckel has ordered a 54-hour week for workers in the occupied territories, bringing non-German workers into line with German workers in Germany. No effort is being spared by the Nazis to obtain recruits from outside their own country in order to replace the men called for military service.	[150, 52, 279, 172]
french-labour-heading: FRENCH LABOUR FOR GERMANY.	[170, 30, 260, 49]
article-paragraph: In an address to the French Legion Marshal Petain, now a truly pathetic figure, declared that many Frenchmen, under a cloak of patriotism, were striving for revolt. This veteran soldier, who was so notable a figure in the last war, is a victim of pessimism and disillusionment. The past is dead, he says, and under the direction of the sinister and treacherous Laval, his Government will pursue the accomplishment of the national revolution. This means, presumably, co-operation with and submission to Germany. Now we are informed from Paris that Gauleiter Sauckel has ordered a 54-hour week for workers in the occupied territories, bringing non-German workers into line with German workers in Germany. No effort is being spared by the Nazis to obtain recruits from outside their own country in order to replace the men called for military service.	[697, 1079, 826, 1199]
article-paragraph: In an address to the French Legion Marshal Petain, now a truly pathetic figure, declared that many Frenchmen, under a cloak of patriotism, were striving for revolt. This veteran soldier, who was so notable a figure in the last war, is a victim of pessimism and disillusionment. The past is dead, he says, and under the direction of the sinister and treacherous Laval, his Government will pursue the accomplishment of the national revolution. This means, presumably, co-operation with and submission to Germany. Now we are informed from Paris that Gauleiter Sauckel has ordered a 54-hour week for workers in the occupied territories, bringing non-German workers into line with German workers in Germany. No effort is being spared by the Nazis to obtain recruits from outside their own country in order to replace the men called for military service.	[697, 300, 826, 420]
man-power-subheading: SITTING OF COMMITTEE	[1000, 1619, 1071, 1626]
accidents-subheading: FALL FROM RAID SHELTER	[997, 1763, 1074, 1770]
article-paragraph: In an address to the French Legion Marshal Petain, now a truly pathetic figure, declared that many Frenchmen, under a cloak of patriotism, were striving for revolt. This veteran soldier, who was so notable a figure in the last war, is a victim of pessimism and disillusionment. The past is dead, he says, and under the direction of the sinister and treacherous Laval, his Government will pursue the accomplishment of the national revolution. This means, presumably, co-operation with and submission to Germany. Now we are informed from Paris that Gauleiter Sauckel has ordered a 54-hour week for workers in the occupied territories, bringing non-German workers into line with German workers in Germany. No effort is being spared by the Nazis to obtain recruits from outside their own country in order to replace the men called for military service.	[971, 575, 1100, 695]
laurier-ad: "LAURIER" FLORAL STUDIO.	[16, 1955, 140, 1969]
evening-star-nameplate: The Evening Star	[169, 1308, 260, 1377]
industrial-man-power-heading: INDUSTRIAL MAN POWER	[985, 1607, 1087, 1617]
comforts-navy-subheading: COMPLAINT BY DUNEDIN LAD	[854, 974, 943, 981]
article-paragraph: In an address to the French Legion Marshal Petain, now a truly pathetic figure, declared that many Frenchmen, under a cloak of patriotism, were striving for revolt. This veteran soldier, who was so notable a figure in the last war, is a victim of pessimism and disillusionment. The past is dead, he says, and under the direction of the sinister and treacherous Laval, his Government will pursue the accomplishment of the national revolution. This means, presumably, co-operation with and submission to Germany. Now we are informed from Paris that Gauleiter Sauckel has ordered a 54-hour week for workers in the occupied territories, bringing non-German workers into line with German workers in Germany. No effort is being spared by the Nazis to obtain recruits from outside their own country in order to replace the men called for military service.	[14, 1018, 142, 1138]
column-2	[147, 28, 284, 2010]
airways-heading: THE AIRWAYS	[603, 1837, 647, 1845]
article-paragraph: In an address to the French Legion Marshal Petain, now a truly pathetic figure, declared that many Frenchmen, under a cloak of patriotism, were striving for revolt. This veteran soldier, who was so notable a figure in the last war, is a victim of pessimism and disillusionment. The past is dead, he says, and under the direction of the sinister and treacherous Laval, his Government will pursue the accomplishment of the national revolution. This means, presumably, co-operation with and submission to Germany. Now we are informed from Paris that Gauleiter Sauckel has ordered a 54-hour week for workers in the occupied territories, bringing non-German workers into line with German workers in Germany. No effort is being spared by the Nazis to obtain recruits from outside their own country in order to replace the men called for military service.	[697, 57, 826, 177]
article-paragraph: In an address to the French Legion Marshal Petain, now a truly pathetic figure, declared that many Frenchmen, under a cloak of patriotism, were striving for revolt. This veteran soldier, who was so notable a figure in the last war, is a victim of pessimism and disillusionment. The past is dead, he says, and under the direction of the sinister and treacherous Laval, his Government will pursue the accomplishment of the national revolution. This means, presumably, co-operation with and submission to Germany. Now we are informed from Paris that Gauleiter Sauckel has ordered a 54-hour week for workers in the occupied territories, bringing non-German workers into line with German workers in Germany. No effort is being spared by the Nazis to obtain recruits from outside their own country in order to replace the men called for military service.	[287, 149, 416, 269]
article-paragraph: In an address to the French Legion Marshal Petain, now a truly pathetic figure, declared that many Frenchmen, under a cloak of patriotism, were striving for revolt. This veteran soldier, who was so notable a figure in the last war, is a victim of pessimism and disillusionment. The past is dead, he says, and under the direction of the sinister and treacherous Laval, his Government will pursue the accomplishment of the national revolution. This means, presumably, co-operation with and submission to Germany. Now we are informed from Paris that Gauleiter Sauckel has ordered a 54-hour week for workers in the occupied territories, bringing non-German workers into line with German workers in Germany. No effort is being spared by the Nazis to obtain recruits from outside their own country in order to replace the men called for military service.	[834, 327, 963, 447]
article-paragraph: In an address to the French Legion Marshal Petain, now a truly pathetic figure, declared that many Frenchmen, under a cloak of patriotism, were striving for revolt. This veteran soldier, who was so notable a figure in the last war, is a victim of pessimism and disillusionment. The past is dead, he says, and under the direction of the sinister and treacherous Laval, his Government will pursue the accomplishment of the national revolution. This means, presumably, co-operation with and submission to Germany. Now we are informed from Paris that Gauleiter Sauckel has ordered a 54-hour week for workers in the occupied territories, bringing non-German workers into line with German workers in Germany. No effort is being spared by the Nazis to obtain recruits from outside their own country in order to replace the men called for military service.	[561, 1064, 689, 1184]
comforts-navy-heading: COMFORTS FOR THE NAVY	[841, 941, 956, 973]
efs-subheading: FIRE SERVICE MORE IMPORTANT	[441, 62, 535, 68]
obituary-subheading: MISS ETHEL JACKSON	[593, 1584, 657, 1591]
article-paragraph: In an address to the French Legion Marshal Petain, now a truly pathetic figure, declared that many Frenchmen, under a cloak of patriotism, were striving for revolt. This veteran soldier, who was so notable a figure in the last war, is a victim of pessimism and disillusionment. The past is dead, he says, and under the direction of the sinister and treacherous Laval, his Government will pursue the accomplishment of the national revolution. This means, presumably, co-operation with and submission to Germany. Now we are informed from Paris that Gauleiter Sauckel has ordered a 54-hour week for workers in the occupied territories, bringing non-German workers into line with German workers in Germany. No effort is being spared by the Nazis to obtain recruits from outside their own country in order to replace the men called for military service.	[287, 1376, 416, 1496]
article-paragraph: In an address to the French Legion Marshal Petain, now a truly pathetic figure, declared that many Frenchmen, under a cloak of patriotism, were striving for revolt. This veteran soldier, who was so notable a figure in the last war, is a victim of pessimism and disillusionment. The past is dead, he says, and under the direction of the sinister and treacherous Laval, his Government will pursue the accomplishment of the national revolution. This means, presumably, co-operation with and submission to Germany. Now we are informed from Paris that Gauleiter Sauckel has ordered a 54-hour week for workers in the occupied territories, bringing non-German workers into line with German workers in Germany. No effort is being spared by the Nazis to obtain recruits from outside their own country in order to replace the men called for military service.	[971, 168, 1100, 288]
article-paragraph: In an address to the French Legion Marshal Petain, now a truly pathetic figure, declared that many Frenchmen, under a cloak of patriotism, were striving for revolt. This veteran soldier, who was so notable a figure in the last war, is a victim of pessimism and disillusionment. The past is dead, he says, and under the direction of the sinister and treacherous Laval, his Government will pursue the accomplishment of the national revolution. This means, presumably, co-operation with and submission to Germany. Now we are informed from Paris that Gauleiter Sauckel has ordered a 54-hour week for workers in the occupied territories, bringing non-German workers into line with German workers in Germany. No effort is being spared by the Nazis to obtain recruits from outside their own country in order to replace the men called for military service.	[14, 521, 142, 642]
war-casualties-subheading: ONE OTAGO NAME	[598, 47, 652, 53]
article-paragraph: In an address to the French Legion Marshal Petain, now a truly pathetic figure, declared that many Frenchmen, under a cloak of patriotism, were striving for revolt. This veteran soldier, who was so notable a figure in the last war, is a victim of pessimism and disillusionment. The past is dead, he says, and under the direction of the sinister and treacherous Laval, his Government will pursue the accomplishment of the national revolution. This means, presumably, co-operation with and submission to Germany. Now we are informed from Paris that Gauleiter Sauckel has ordered a 54-hour week for workers in the occupied territories, bringing non-German workers into line with German workers in Germany. No effort is being spared by the Nazis to obtain recruits from outside their own country in order to replace the men called for military service.	[561, 1847, 689, 1968]
article-paragraph: In an address to the French Legion Marshal Petain, now a truly pathetic figure, declared that many Frenchmen, under a cloak of patriotism, were striving for revolt. This veteran soldier, who was so notable a figure in the last war, is a victim of pessimism and disillusionment. The past is dead, he says, and under the direction of the sinister and treacherous Laval, his Government will pursue the accomplishment of the national revolution. This means, presumably, co-operation with and submission to Germany. Now we are informed from Paris that Gauleiter Sauckel has ordered a 54-hour week for workers in the occupied territories, bringing non-German workers into line with German workers in Germany. No effort is being spared by the Nazis to obtain recruits from outside their own country in order to replace the men called for military service.	[834, 448, 963, 569]
article-paragraph: In an address to the French Legion Marshal Petain, now a truly pathetic figure, declared that many Frenchmen, under a cloak of patriotism, were striving for revolt. This veteran soldier, who was so notable a figure in the last war, is a victim of pessimism and disillusionment. The past is dead, he says, and under the direction of the sinister and treacherous Laval, his Government will pursue the accomplishment of the national revolution. This means, presumably, co-operation with and submission to Germany. Now we are informed from Paris that Gauleiter Sauckel has ordered a 54-hour week for workers in the occupied territories, bringing non-German workers into line with German workers in Germany. No effort is being spared by the Nazis to obtain recruits from outside their own country in order to replace the men called for military service.	[14, 1150, 142, 1270]
article-paragraph: In an address to the French Legion Marshal Petain, now a truly pathetic figure, declared that many Frenchmen, under a cloak of patriotism, were striving for revolt. This veteran soldier, who was so notable a figure in the last war, is a victim of pessimism and disillusionment. The past is dead, he says, and under the direction of the sinister and treacherous Laval, his Government will pursue the accomplishment of the national revolution. This means, presumably, co-operation with and submission to Germany. Now we are informed from Paris that Gauleiter Sauckel has ordered a 54-hour week for workers in the occupied territories, bringing non-German workers into line with German workers in Germany. No effort is being spared by the Nazis to obtain recruits from outside their own country in order to replace the men called for military service.	[150, 1889, 279, 2010]
mosgiel-classes-heading: MOSGIEL CLASSES.	[731, 1565, 792, 1573]
article-paragraph: In an address to the French Legion Marshal Petain, now a truly pathetic figure, declared that many Frenchmen, under a cloak of patriotism, were striving for revolt. This veteran soldier, who was so notable a figure in the last war, is a victim of pessimism and disillusionment. The past is dead, he says, and under the direction of the sinister and treacherous Laval, his Government will pursue the accomplishment of the national revolution. This means, presumably, co-operation with and submission to Germany. Now we are informed from Paris that Gauleiter Sauckel has ordered a 54-hour week for workers in the occupied territories, bringing non-German workers into line with German workers in Germany. No effort is being spared by the Nazis to obtain recruits from outside their own country in order to replace the men called for military service.	[424, 1094, 553, 1214]
special-ads-heading: SPECIAL ADVERTISEMENTS.	[34, 30, 122, 37]
amusements-heading: TO-NIGHT'S AMUSEMENTS.	[172, 1045, 257, 1053]
article-paragraph: In an address to the French Legion Marshal Petain, now a truly pathetic figure, declared that many Frenchmen, under a cloak of patriotism, were striving for revolt. This veteran soldier, who was so notable a figure in the last war, is a victim of pessimism and disillusionment. The past is dead, he says, and under the direction of the sinister and treacherous Laval, his Government will pursue the accomplishment of the national revolution. This means, presumably, co-operation with and submission to Germany. Now we are informed from Paris that Gauleiter Sauckel has ordered a 54-hour week for workers in the occupied territories, bringing non-German workers into line with German workers in Germany. No effort is being spared by the Nazis to obtain recruits from outside their own country in order to replace the men called for military service.	[834, 84, 963, 204]
article-paragraph: In an address to the French Legion Marshal Petain, now a truly pathetic figure, declared that many Frenchmen, under a cloak of patriotism, were striving for revolt. This veteran soldier, who was so notable a figure in the last war, is a victim of pessimism and disillusionment. The past is dead, he says, and under the direction of the sinister and treacherous Laval, his Government will pursue the accomplishment of the national revolution. This means, presumably, co-operation with and submission to Germany. Now we are informed from Paris that Gauleiter Sauckel has ordered a 54-hour week for workers in the occupied territories, bringing non-German workers into line with German workers in Germany. No effort is being spared by the Nazis to obtain recruits from outside their own country in order to replace the men called for military service.	[424, 1590, 553, 1711]
article-paragraph: In an address to the French Legion Marshal Petain, now a truly pathetic figure, declared that many Frenchmen, under a cloak of patriotism, were striving for revolt. This veteran soldier, who was so notable a figure in the last war, is a victim of pessimism and disillusionment. The past is dead, he says, and under the direction of the sinister and treacherous Laval, his Government will pursue the accomplishment of the national revolution. This means, presumably, co-operation with and submission to Germany. Now we are informed from Paris that Gauleiter Sauckel has ordered a 54-hour week for workers in the occupied territories, bringing non-German workers into line with German workers in Germany. No effort is being spared by the Nazis to obtain recruits from outside their own country in order to replace the men called for military service.	[561, 543, 689, 663]
article-paragraph: In an address to the French Legion Marshal Petain, now a truly pathetic figure, declared that many Frenchmen, under a cloak of patriotism, were striving for revolt. This veteran soldier, who was so notable a figure in the last war, is a victim of pessimism and disillusionment. The past is dead, he says, and under the direction of the sinister and treacherous Laval, his Government will pursue the accomplishment of the national revolution. This means, presumably, co-operation with and submission to Germany. Now we are informed from Paris that Gauleiter Sauckel has ordered a 54-hour week for workers in the occupied territories, bringing non-German workers into line with German workers in Germany. No effort is being spared by the Nazis to obtain recruits from outside their own country in order to replace the men called for military service.	[14, 268, 142, 388]
article-paragraph: In an address to the French Legion Marshal Petain, now a truly pathetic figure, declared that many Frenchmen, under a cloak of patriotism, were striving for revolt. This veteran soldier, who was so notable a figure in the last war, is a victim of pessimism and disillusionment. The past is dead, he says, and under the direction of the sinister and treacherous Laval, his Government will pursue the accomplishment of the national revolution. This means, presumably, co-operation with and submission to Germany. Now we are informed from Paris that Gauleiter Sauckel has ordered a 54-hour week for workers in the occupied territories, bringing non-German workers into line with German workers in Germany. No effort is being spared by the Nazis to obtain recruits from outside their own country in order to replace the men called for military service.	[697, 1697, 826, 1817]
article-paragraph: In an address to the French Legion Marshal Petain, now a truly pathetic figure, declared that many Frenchmen, under a cloak of patriotism, were striving for revolt. This veteran soldier, who was so notable a figure in the last war, is a victim of pessimism and disillusionment. The past is dead, he says, and under the direction of the sinister and treacherous Laval, his Government will pursue the accomplishment of the national revolution. This means, presumably, co-operation with and submission to Germany. Now we are informed from Paris that Gauleiter Sauckel has ordered a 54-hour week for workers in the occupied territories, bringing non-German workers into line with German workers in Germany. No effort is being spared by the Nazis to obtain recruits from outside their own country in order to replace the men called for military service.	[424, 1469, 553, 1589]
article-paragraph: In an address to the French Legion Marshal Petain, now a truly pathetic figure, declared that many Frenchmen, under a cloak of patriotism, were striving for revolt. This veteran soldier, who was so notable a figure in the last war, is a victim of pessimism and disillusionment. The past is dead, he says, and under the direction of the sinister and treacherous Laval, his Government will pursue the accomplishment of the national revolution. This means, presumably, co-operation with and submission to Germany. Now we are informed from Paris that Gauleiter Sauckel has ordered a 54-hour week for workers in the occupied territories, bringing non-German workers into line with German workers in Germany. No effort is being spared by the Nazis to obtain recruits from outside their own country in order to replace the men called for military service.	[561, 57, 689, 177]
article-paragraph: In an address to the French Legion Marshal Petain, now a truly pathetic figure, declared that many Frenchmen, under a cloak of patriotism, were striving for revolt. This veteran soldier, who was so notable a figure in the last war, is a victim of pessimism and disillusionment. The past is dead, he says, and under the direction of the sinister and treacherous Laval, his Government will pursue the accomplishment of the national revolution. This means, presumably, co-operation with and submission to Germany. Now we are informed from Paris that Gauleiter Sauckel has ordered a 54-hour week for workers in the occupied territories, bringing non-German workers into line with German workers in Germany. No effort is being spared by the Nazis to obtain recruits from outside their own country in order to replace the men called for military service.	[14, 1524, 142, 1645]
article-paragraph: In an address to the French Legion Marshal Petain, now a truly pathetic figure, declared that many Frenchmen, under a cloak of patriotism, were striving for revolt. This veteran soldier, who was so notable a figure in the last war, is a victim of pessimism and disillusionment. The past is dead, he says, and under the direction of the sinister and treacherous Laval, his Government will pursue the accomplishment of the national revolution. This means, presumably, co-operation with and submission to Germany. Now we are informed from Paris that Gauleiter Sauckel has ordered a 54-hour week for workers in the occupied territories, bringing non-German workers into line with German workers in Germany. No effort is being spared by the Nazis to obtain recruits from outside their own country in order to replace the men called for military service.	[424, 203, 553, 323]
efs-subheading-2: QUESTION OF CO-OPERATION	[446, 72, 531, 78]
article-paragraph: In an address to the French Legion Marshal Petain, now a truly pathetic figure, declared that many Frenchmen, under a cloak of patriotism, were striving for revolt. This veteran soldier, who was so notable a figure in the last war, is a victim of pessimism and disillusionment. The past is dead, he says, and under the direction of the sinister and treacherous Laval, his Government will pursue the accomplishment of the national revolution. This means, presumably, co-operation with and submission to Germany. Now we are informed from Paris that Gauleiter Sauckel has ordered a 54-hour week for workers in the occupied territories, bringing non-German workers into line with German workers in Germany. No effort is being spared by the Nazis to obtain recruits from outside their own country in order to replace the men called for military service.	[150, 1403, 279, 1523]
article-paragraph: In an address to the French Legion Marshal Petain, now a truly pathetic figure, declared that many Frenchmen, under a cloak of patriotism, were striving for revolt. This veteran soldier, who was so notable a figure in the last war, is a victim of pessimism and disillusionment. The past is dead, he says, and under the direction of the sinister and treacherous Laval, his Government will pursue the accomplishment of the national revolution. This means, presumably, co-operation with and submission to Germany. Now we are informed from Paris that Gauleiter Sauckel has ordered a 54-hour week for workers in the occupied territories, bringing non-German workers into line with German workers in Germany. No effort is being spared by the Nazis to obtain recruits from outside their own country in order to replace the men called for military service.	[424, 446, 553, 567]
article-paragraph: In an address to the French Legion Marshal Petain, now a truly pathetic figure, declared that many Frenchmen, under a cloak of patriotism, were striving for revolt. This veteran soldier, who was so notable a figure in the last war, is a victim of pessimism and disillusionment. The past is dead, he says, and under the direction of the sinister and treacherous Laval, his Government will pursue the accomplishment of the national revolution. This means, presumably, co-operation with and submission to Germany. Now we are informed from Paris that Gauleiter Sauckel has ordered a 54-hour week for workers in the occupied territories, bringing non-German workers into line with German workers in Germany. No effort is being spared by the Nazis to obtain recruits from outside their own country in order to replace the men called for military service.	[697, 178, 826, 298]
article-paragraph: In an address to the French Legion Marshal Petain, now a truly pathetic figure, declared that many Frenchmen, under a cloak of patriotism, were striving for revolt. This veteran soldier, who was so notable a figure in the last war, is a victim of pessimism and disillusionment. The past is dead, he says, and under the direction of the sinister and treacherous Laval, his Government will pursue the accomplishment of the national revolution. This means, presumably, co-operation with and submission to Germany. Now we are informed from Paris that Gauleiter Sauckel has ordered a 54-hour week for workers in the occupied territories, bringing non-German workers into line with German workers in Germany. No effort is being spared by the Nazis to obtain recruits from outside their own country in order to replace the men called for military service.	[287, 1254, 416, 1374]
marriages-heading: MARRIAGES.	[57, 511, 98, 519]
column-3	[284, 28, 421, 1739]
article-paragraph: In an address to the French Legion Marshal Petain, now a truly pathetic figure, declared that many Frenchmen, under a cloak of patriotism, were striving for revolt. This veteran soldier, who was so notable a figure in the last war, is a victim of pessimism and disillusionment. The past is dead, he says, and under the direction of the sinister and treacherous Laval, his Government will pursue the accomplishment of the national revolution. This means, presumably, co-operation with and submission to Germany. Now we are informed from Paris that Gauleiter Sauckel has ordered a 54-hour week for workers in the occupied territories, bringing non-German workers into line with German workers in Germany. No effort is being spared by the Nazis to obtain recruits from outside their own country in order to replace the men called for military service.	[697, 543, 826, 663]
article-paragraph: In an address to the French Legion Marshal Petain, now a truly pathetic figure, declared that many Frenchmen, under a cloak of patriotism, were striving for revolt. This veteran soldier, who was so notable a figure in the last war, is a victim of pessimism and disillusionment. The past is dead, he says, and under the direction of the sinister and treacherous Laval, his Government will pursue the accomplishment of the national revolution. This means, presumably, co-operation with and submission to Germany. Now we are informed from Paris that Gauleiter Sauckel has ordered a 54-hour week for workers in the occupied territories, bringing non-German workers into line with German workers in Germany. No effort is being spared by the Nazis to obtain recruits from outside their own country in order to replace the men called for military service.	[697, 835, 826, 956]
article-paragraph: In an address to the French Legion Marshal Petain, now a truly pathetic figure, declared that many Frenchmen, under a cloak of patriotism, were striving for revolt. This veteran soldier, who was so notable a figure in the last war, is a victim of pessimism and disillusionment. The past is dead, he says, and under the direction of the sinister and treacherous Laval, his Government will pursue the accomplishment of the national revolution. This means, presumably, co-operation with and submission to Germany. Now we are informed from Paris that Gauleiter Sauckel has ordered a 54-hour week for workers in the occupied territories, bringing non-German workers into line with German workers in Germany. No effort is being spared by the Nazis to obtain recruits from outside their own country in order to replace the men called for military service.	[561, 1446, 689, 1566]
article-paragraph: In an address to the French Legion Marshal Petain, now a truly pathetic figure, declared that many Frenchmen, under a cloak of patriotism, were striving for revolt. This veteran soldier, who was so notable a figure in the last war, is a victim of pessimism and disillusionment. The past is dead, he says, and under the direction of the sinister and treacherous Laval, his Government will pursue the accomplishment of the national revolution. This means, presumably, co-operation with and submission to Germany. Now we are informed from Paris that Gauleiter Sauckel has ordered a 54-hour week for workers in the occupied territories, bringing non-German workers into line with German workers in Germany. No effort is being spared by the Nazis to obtain recruits from outside their own country in order to replace the men called for military service.	[834, 1398, 963, 1518]
article-paragraph: In an address to the French Legion Marshal Petain, now a truly pathetic figure, declared that many Frenchmen, under a cloak of patriotism, were striving for revolt. This veteran soldier, who was so notable a figure in the last war, is a victim of pessimism and disillusionment. The past is dead, he says, and under the direction of the sinister and treacherous Laval, his Government will pursue the accomplishment of the national revolution. This means, presumably, co-operation with and submission to Germany. Now we are informed from Paris that Gauleiter Sauckel has ordered a 54-hour week for workers in the occupied territories, bringing non-German workers into line with German workers in Germany. No effort is being spared by the Nazis to obtain recruits from outside their own country in order to replace the men called for military service.	[14, 643, 142, 763]
